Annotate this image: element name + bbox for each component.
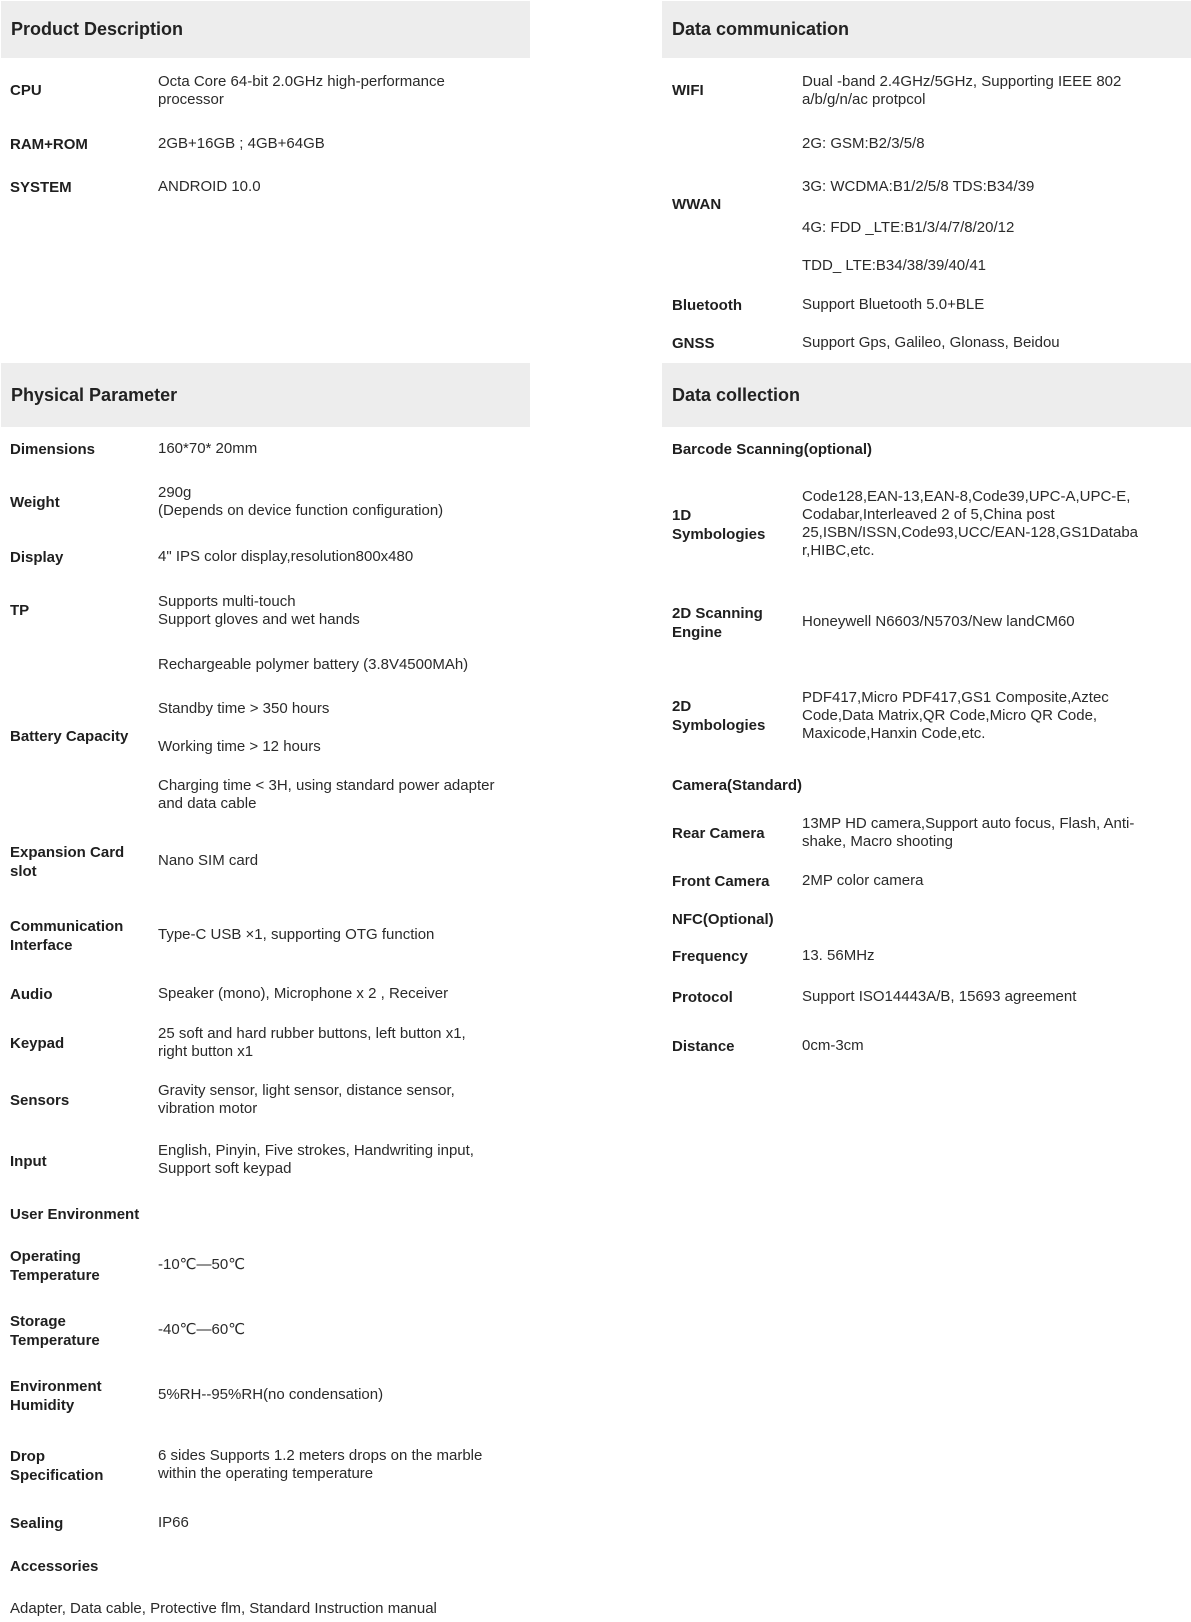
rear-camera-label: Rear Camera (672, 825, 765, 842)
storage-temperature-value: -40℃—60℃ (158, 1321, 246, 1338)
drop-specification-value: 6 sides Supports 1.2 meters drops on the marble within the operating temperature (158, 1447, 483, 1482)
front-camera-value: 2MP color camera (802, 872, 924, 889)
1d-symbologies-value: Code128,EAN-13,EAN-8,Code39,UPC-A,UPC-E, Codabar,Interleaved 2 of 5,China post 25,ISBN/ISSN,Code93,UCC/EAN-128,GS1Databa r,HIBC,etc. (802, 488, 1138, 559)
frequency-label: Frequency (672, 948, 748, 965)
protocol-label: Protocol (672, 989, 733, 1006)
frequency-value: 13. 56MHz (802, 947, 875, 964)
audio-label: Audio (10, 986, 53, 1003)
front-camera-label: Front Camera (672, 873, 770, 890)
operating-temperature-value: -10℃—50℃ (158, 1256, 246, 1273)
accessories-label: Accessories (10, 1558, 99, 1575)
2d-scanning-engine-label: 2D Scanning Engine (672, 605, 763, 641)
bluetooth-label: Bluetooth (672, 297, 742, 314)
wwan-tdd: TDD_ LTE:B34/38/39/40/41 (802, 257, 986, 274)
rear-camera-value: 13MP HD camera,Support auto focus, Flash, Anti- shake, Macro shooting (802, 815, 1135, 850)
product-description-header: Product Description (1, 1, 530, 58)
drop-specification-label: Drop Specification (10, 1448, 104, 1484)
dimensions-value: 160*70* 20mm (158, 440, 258, 457)
physical-parameter-header: Physical Parameter (1, 363, 530, 427)
display-label: Display (10, 549, 64, 566)
accessories-value: Adapter, Data cable, Protective flm, Standard Instruction manual (10, 1600, 437, 1617)
keypad-label: Keypad (10, 1035, 65, 1052)
storage-temperature-label: Storage Temperature (10, 1313, 100, 1349)
wifi-value: Dual -band 2.4GHz/5GHz, Supporting IEEE 802 a/b/g/n/ac protpcol (802, 73, 1122, 108)
battery-value-polymer: Rechargeable polymer battery (3.8V4500MAh) (158, 656, 469, 673)
1d-symbologies-label: 1D Symbologies (672, 507, 766, 543)
wwan-4g: 4G: FDD _LTE:B1/3/4/7/8/20/12 (802, 219, 1015, 236)
keypad-value: 25 soft and hard rubber buttons, left button x1, right button x1 (158, 1025, 466, 1060)
environment-humidity-value: 5%RH--95%RH(no condensation) (158, 1386, 384, 1403)
tp-value: Supports multi-touch Support gloves and wet hands (158, 593, 360, 628)
battery-value-working: Working time > 12 hours (158, 738, 321, 755)
communication-interface-label: Communication Interface (10, 918, 124, 954)
wwan-2g: 2G: GSM:B2/3/5/8 (802, 135, 925, 152)
input-label: Input (10, 1153, 47, 1170)
camera-standard-label: Camera(Standard) (672, 777, 803, 794)
sealing-label: Sealing (10, 1515, 64, 1532)
ram-rom-value: 2GB+16GB ; 4GB+64GB (158, 135, 325, 152)
cpu-label: CPU (10, 82, 42, 99)
data-collection-header: Data collection (662, 363, 1191, 427)
input-value: English, Pinyin, Five strokes, Handwriting input, Support soft keypad (158, 1142, 474, 1177)
sensors-value: Gravity sensor, light sensor, distance sensor, vibration motor (158, 1082, 455, 1117)
wwan-label: WWAN (672, 196, 722, 213)
2d-scanning-engine-value: Honeywell N6603/N5703/New landCM60 (802, 613, 1075, 630)
environment-humidity-label: Environment Humidity (10, 1378, 102, 1414)
2d-symbologies-value: PDF417,Micro PDF417,GS1 Composite,Aztec Code,Data Matrix,QR Code,Micro QR Code, Maxicode,Hanxin Code,etc. (802, 689, 1109, 742)
nfc-optional-label: NFC(Optional) (672, 911, 774, 928)
system-value: ANDROID 10.0 (158, 178, 261, 195)
barcode-scanning-label: Barcode Scanning(optional) (672, 441, 873, 458)
data-communication-header: Data communication (662, 1, 1191, 58)
gnss-value: Support Gps, Galileo, Glonass, Beidou (802, 334, 1060, 351)
battery-capacity-label: Battery Capacity (10, 728, 129, 745)
distance-value: 0cm-3cm (802, 1037, 864, 1054)
ram-rom-label: RAM+ROM (10, 136, 88, 153)
wwan-3g: 3G: WCDMA:B1/2/5/8 TDS:B34/39 (802, 178, 1035, 195)
wifi-label: WIFI (672, 82, 704, 99)
sensors-label: Sensors (10, 1092, 70, 1109)
gnss-label: GNSS (672, 335, 715, 352)
battery-value-charging: Charging time < 3H, using standard power adapter and data cable (158, 777, 495, 812)
distance-label: Distance (672, 1038, 735, 1055)
cpu-value: Octa Core 64-bit 2.0GHz high-performance processor (158, 73, 445, 108)
tp-label: TP (10, 602, 30, 619)
sealing-value: IP66 (158, 1514, 189, 1531)
dimensions-label: Dimensions (10, 441, 96, 458)
weight-label: Weight (10, 494, 60, 511)
audio-value: Speaker (mono), Microphone x 2 , Receiver (158, 985, 449, 1002)
display-value: 4" IPS color display,resolution800x480 (158, 548, 414, 565)
protocol-value: Support ISO14443A/B, 15693 agreement (802, 988, 1077, 1005)
bluetooth-value: Support Bluetooth 5.0+BLE (802, 296, 985, 313)
communication-interface-value: Type-C USB ×1, supporting OTG function (158, 926, 435, 943)
expansion-card-value: Nano SIM card (158, 852, 259, 869)
system-label: SYSTEM (10, 179, 72, 196)
expansion-card-label: Expansion Card slot (10, 844, 125, 880)
2d-symbologies-label: 2D Symbologies (672, 698, 766, 734)
battery-value-standby: Standby time > 350 hours (158, 700, 330, 717)
operating-temperature-label: Operating Temperature (10, 1248, 100, 1284)
user-environment-label: User Environment (10, 1206, 140, 1223)
weight-value: 290g (Depends on device function configuration) (158, 484, 444, 519)
